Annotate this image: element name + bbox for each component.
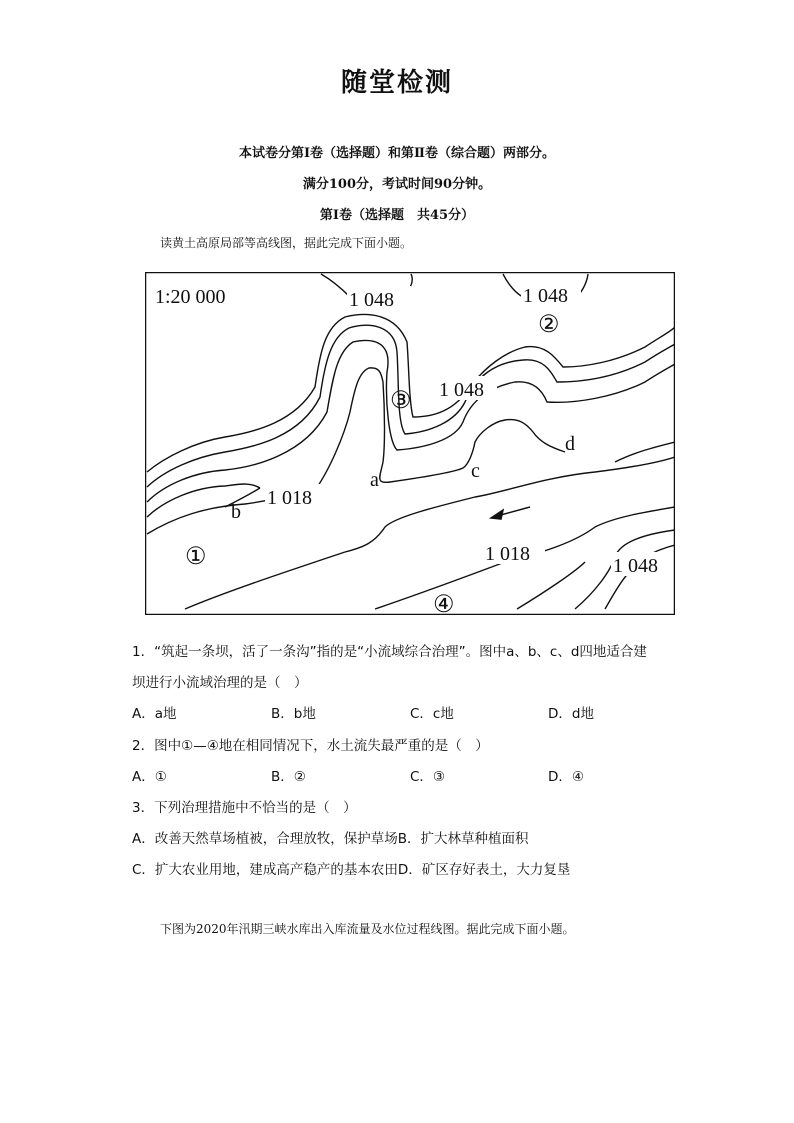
circled-label-3: ③ — [390, 388, 412, 414]
contour-map — [145, 272, 675, 615]
question-3-line-1: 3．下列治理措施中不恰当的是（ ） — [132, 800, 357, 816]
q1-option-c[interactable]: C．c地 — [410, 706, 454, 722]
question-intro: 读黄土高原局部等高线图，据此完成下面小题。 — [160, 236, 413, 250]
question-1-line-2: 坝进行小流域治理的是（ ） — [132, 675, 308, 691]
q2-option-a[interactable]: A．① — [132, 769, 167, 785]
contour-label: 1 048 — [613, 555, 658, 577]
q3-options-cd[interactable]: C．扩大农业用地，建成高产稳产的基本农田D．矿区存好表土，大力复垦 — [132, 862, 571, 878]
point-label-c: c — [471, 460, 480, 482]
contour-label: 1 048 — [523, 285, 568, 307]
next-question-intro: 下图为2020年汛期三峡水库出入库流量及水位过程线图。据此完成下面小题。 — [160, 922, 575, 936]
page-title: 随堂检测 — [340, 68, 453, 98]
question-2-line-1: 2．图中①—④地在相同情况下，水土流失最严重的是（ ） — [132, 738, 489, 754]
contour-label: 1 048 — [349, 289, 394, 311]
contour-label: 1 048 — [439, 379, 484, 401]
exam-info-line-1: 本试卷分第Ⅰ卷（选择题）和第Ⅱ卷（综合题）两部分。 — [238, 146, 556, 161]
point-label-a: a — [370, 469, 379, 491]
q1-option-a[interactable]: A．a地 — [132, 706, 177, 722]
contour-label: 1 018 — [267, 487, 312, 509]
exam-info-line-2: 满分100分，考试时间90分钟。 — [302, 177, 492, 192]
contour-label: 1 018 — [485, 543, 530, 565]
section-heading: 第Ⅰ卷（选择题 共45分） — [319, 208, 475, 223]
circled-label-1: ① — [185, 544, 207, 570]
q2-option-b[interactable]: B．② — [271, 769, 306, 785]
q1-option-d[interactable]: D．d地 — [548, 706, 594, 722]
map-scale: 1:20 000 — [155, 286, 226, 308]
circled-label-2: ② — [538, 312, 560, 338]
circled-label-4: ④ — [433, 592, 455, 615]
q3-options-ab[interactable]: A．改善天然草场植被，合理放牧，保护草场B．扩大林草种植面积 — [132, 831, 529, 847]
point-label-b: b — [231, 501, 241, 523]
q1-option-b[interactable]: B．b地 — [271, 706, 316, 722]
question-1-line-1: 1．“筑起一条坝，活了一条沟”指的是“小流域综合治理”。图中a、b、c、d四地适合建 — [132, 644, 647, 660]
q2-option-c[interactable]: C．③ — [410, 769, 446, 785]
point-label-d: d — [565, 433, 575, 455]
q2-option-d[interactable]: D．④ — [548, 769, 584, 785]
